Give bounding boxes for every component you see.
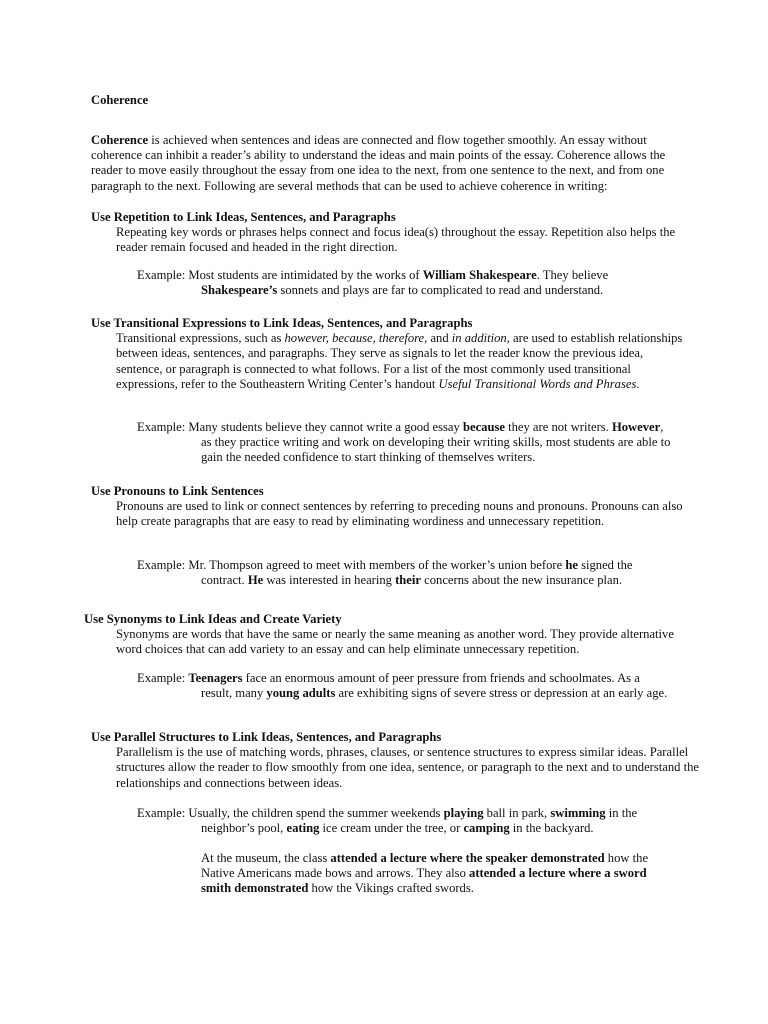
example-emphasis: their: [395, 573, 421, 588]
page-title: Coherence: [91, 93, 149, 107]
example-text: concerns about the new insurance plan.: [420, 573, 623, 588]
body-text: Transitional expressions, such as: [116, 331, 285, 346]
example-parallel-second: [201, 851, 656, 897]
example-text: they are not writers.: [504, 420, 612, 434]
example-label: Example:: [137, 806, 186, 820]
example-text: Usually, the children spend the summer weekends: [185, 806, 444, 820]
body-text: , are used to establish relationships between ideas, sentences, and paragraphs. They serve as signals to let the reader know the previous idea, sentence, or paragraph is connected to what follows. For a list of the most commonly used transitional expressions, refer to the Southeastern Writing Center’s handout: [116, 331, 683, 391]
body-text: , and: [424, 331, 452, 346]
example-line: [91, 671, 691, 686]
example-text: ice cream under the tree, or: [319, 821, 464, 836]
example-text: contract.: [201, 573, 248, 588]
example-emphasis: However: [611, 420, 661, 434]
example-emphasis: swimming: [550, 806, 606, 820]
body-italic: however, because, therefore: [284, 331, 425, 346]
example-label: Example:: [137, 420, 186, 434]
section-pronouns: [91, 484, 691, 530]
example-text: . They believe: [536, 268, 609, 282]
example-text: are exhibiting signs of severe stress or depression at an early age.: [335, 686, 668, 701]
example-line: [91, 558, 691, 573]
example-label: Example:: [137, 558, 186, 572]
example-text: sonnets and plays are far to complicated to read and understand.: [277, 283, 604, 298]
example-label: Example:: [137, 671, 186, 685]
example-text: At the museum, the class: [201, 851, 331, 865]
intro-paragraph: [91, 133, 691, 194]
example-emphasis: he: [565, 558, 578, 572]
example-text: result, many: [201, 686, 267, 701]
example-text: neighbor’s pool,: [201, 821, 287, 836]
example-continuation: [91, 821, 691, 836]
example-emphasis: William Shakespeare: [422, 268, 537, 282]
example-label: Example:: [137, 268, 186, 282]
section-heading: Use Transitional Expressions to Link Ideas, Sentences, and Paragraphs: [91, 316, 473, 330]
example-text: ,: [660, 420, 664, 434]
section-heading: Use Pronouns to Link Sentences: [91, 484, 264, 498]
example-line: [91, 420, 691, 435]
example-emphasis: eating: [286, 821, 320, 836]
body-italic: in addition: [451, 331, 507, 346]
section-repetition: [91, 210, 691, 256]
section-heading: Use Parallel Structures to Link Ideas, Sentences, and Paragraphs: [91, 730, 442, 744]
example-emphasis: playing: [443, 806, 484, 820]
example-continuation: as they practice writing and work on developing their writing skills, most students are able to gain the needed confidence to start thinking of themselves writers.: [201, 435, 671, 465]
example-text: ball in park,: [483, 806, 551, 820]
example-pronouns: [91, 558, 691, 588]
example-emphasis: attended a lecture where a sword smith demonstrated: [201, 866, 647, 896]
example-continuation: [91, 283, 691, 298]
section-synonyms: [84, 612, 694, 658]
section-heading: Use Synonyms to Link Ideas and Create Variety: [84, 612, 342, 626]
example-text: signed the: [577, 558, 633, 572]
example-emphasis: Teenagers: [188, 671, 243, 685]
example-emphasis: young adults: [266, 686, 336, 701]
example-parallel: [91, 806, 691, 836]
example-emphasis: He: [247, 573, 264, 588]
body-italic: Useful Transitional Words and Phrases: [438, 376, 637, 391]
example-text: in the backyard.: [509, 821, 594, 836]
example-text: how the Native Americans made bows and arrows. They also: [201, 851, 649, 881]
example-continuation: [91, 686, 691, 701]
example-synonyms: [91, 671, 691, 701]
example-emphasis: attended a lecture where the speaker demonstrated: [330, 851, 605, 865]
example-line: [91, 806, 691, 821]
section-transitional: [91, 316, 691, 392]
example-line: [91, 268, 691, 283]
section-body: Parallelism is the use of matching words, phrases, clauses, or sentence structures to express similar ideas. Parallel structures allow the reader to flow smoothly from one idea, sentence, or paragraph to the next and to understand the relationships and connections between ideas.: [116, 745, 699, 790]
example-text: face an enormous amount of peer pressure from friends and schoolmates. As a: [242, 671, 640, 685]
example-transitional: [91, 420, 691, 466]
example-text: how the Vikings crafted swords.: [308, 881, 474, 896]
example-text: Many students believe they cannot write a good essay: [185, 420, 463, 434]
example-paragraph: [201, 851, 656, 897]
body-text: .: [636, 376, 640, 391]
example-emphasis: camping: [463, 821, 510, 836]
section-body: Synonyms are words that have the same or nearly the same meaning as another word. They provide alternative word choices that can add variety to an essay and can help eliminate unnecessary repetition.: [116, 627, 674, 657]
section-body: Repeating key words or phrases helps connect and focus idea(s) throughout the essay. Repetition also helps the reader remain focused and headed in the right direction.: [116, 225, 676, 255]
example-repetition: [91, 268, 691, 298]
section-body: [91, 331, 691, 392]
example-text: Mr. Thompson agreed to meet with members of the worker’s union before: [185, 558, 566, 572]
example-text: Most students are intimidated by the works of: [185, 268, 423, 282]
intro-text: is achieved when sentences and ideas are connected and flow together smoothly. An essay without coherence can inhibit a reader’s ability to understand the ideas and main points of the essay. Coherence allows the reader to move easily throughout the essay from one idea to the next, from one sentence to the next, and from one paragraph to the next. Following are several methods that can be used to achieve coherence in writing:: [91, 133, 666, 193]
example-continuation: [91, 573, 691, 588]
example-emphasis: Shakespeare’s: [201, 283, 278, 298]
example-text: was interested in hearing: [263, 573, 396, 588]
section-parallel: [91, 730, 701, 791]
intro-term: Coherence: [91, 133, 149, 147]
example-emphasis: because: [462, 420, 505, 434]
example-text: in the: [605, 806, 638, 820]
section-heading: Use Repetition to Link Ideas, Sentences, and Paragraphs: [91, 210, 396, 224]
section-body: Pronouns are used to link or connect sentences by referring to preceding nouns and pronouns. Pronouns can also help create paragraphs that are easy to read by eliminating wordiness and unnecessary repetition.: [116, 499, 683, 529]
